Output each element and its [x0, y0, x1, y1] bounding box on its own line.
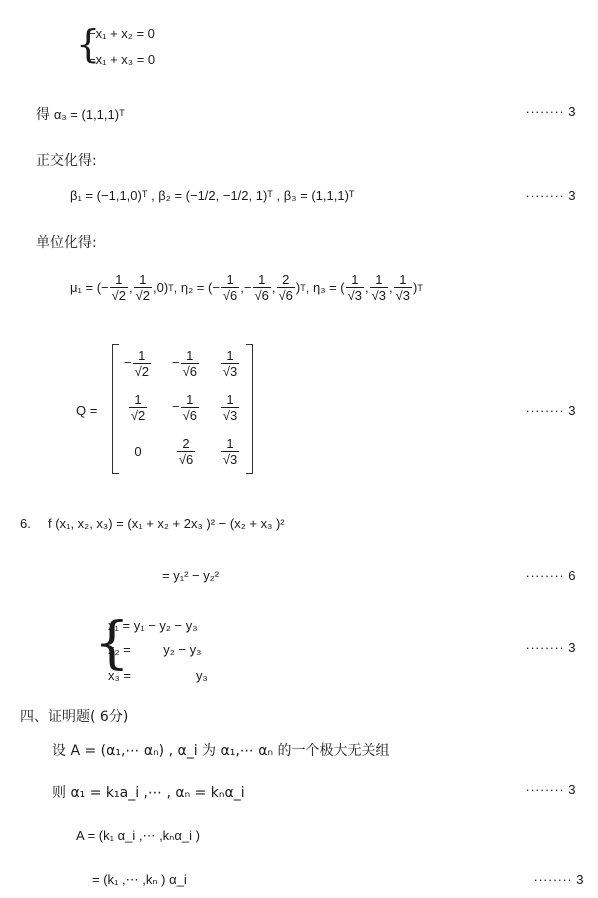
frac-mu1-b: $\frac{1}{√2}$ [135, 272, 150, 303]
proof-line3: A = (k₁ α_i ,⋯ ,kₙα_i ) [76, 828, 200, 843]
alpha3-score: ········ 3 [525, 104, 576, 119]
proof-title: 四、证明题( 6分) [20, 709, 129, 725]
frac-eta2-a: $\frac{1}{√6}$ [222, 272, 238, 303]
q6-eq2: = y₁² − y₂² [162, 568, 220, 583]
orth-expr: β₁ = (−1,1,0)ᵀ , β₂ = (−1/2, −1/2, 1)ᵀ , β₃ = (1,1,1)ᵀ [70, 188, 355, 203]
system-row-1: −x₁ + x₂ = 0 [88, 26, 155, 41]
q-label: Q = [76, 403, 98, 418]
alpha3-prefix: 得 [36, 107, 50, 123]
alpha3-line [36, 104, 125, 124]
frac-eta2-c: $\frac{2}{√6}$ [278, 272, 293, 303]
frac-mu1-a: $\frac{1}{√2}$ [111, 272, 126, 303]
proof-line1: 设 A = (α₁,⋯ αₙ) , α_i 为 α₁,⋯ αₙ 的一个极大无关组 [52, 743, 390, 759]
eta2-label: η₂ = (− [180, 280, 220, 295]
matrix-cell-33: $\frac{1}{√3}$ [222, 436, 238, 467]
matrix-cell-31: 0 [134, 444, 142, 459]
matrix-cell-12: − $\frac{1}{√6}$ [172, 348, 197, 379]
system-row-2: −x₁ + x₃ = 0 [88, 52, 156, 67]
matrix-cell-32: $\frac{2}{√6}$ [178, 436, 194, 467]
proof-score4: ········ 3 [533, 872, 584, 887]
unit-vectors: μ₁ = (− $\frac{1}{√2}$ , $\frac{1}{√2}$ ,0) T , η₂ = (− $\frac{1}{√6}$ , − $\frac{1}{√6}$ , $\frac{2}{√6}$ ) T , η₃ = ( $\frac{1}{√3}$ , $\frac{1}{√3}$ , $\frac{1}{√3}$ ) T [70, 272, 423, 303]
q6-sub2: x₂ = y₂ − y₃ [108, 642, 202, 657]
alpha3-expr: α₃ = (1,1,1)ᵀ [53, 107, 125, 122]
proof-score2: ········ 3 [525, 782, 576, 797]
orth-title: 正交化得: [36, 153, 97, 169]
mu1-label: μ₁ = (− [70, 280, 109, 295]
frac-eta3-b: $\frac{1}{√3}$ [371, 272, 387, 303]
q6-sub1: x₁ = y₁ − y₂ − y₃ [108, 618, 198, 633]
q6-f: f (x₁, x₂, x₃) = (x₁ + x₂ + 2x₃ )² − (x₂ + x₃ )² [48, 516, 285, 531]
matrix-cell-21: $\frac{1}{√2}$ [130, 392, 146, 423]
q6-number: 6. [20, 516, 31, 531]
q6-score2: ········ 6 [525, 568, 576, 583]
system-brace-2: { [94, 611, 130, 676]
unit-title: 单位化得: [36, 235, 97, 251]
frac-eta3-c: $\frac{1}{√3}$ [395, 272, 411, 303]
proof-line2: 则 α₁ = k₁a_i ,⋯ , αₙ = kₙα_i [52, 785, 245, 801]
eta3-label: η₃ = ( [312, 280, 345, 295]
matrix-cell-22: − $\frac{1}{√6}$ [172, 392, 197, 423]
matrix-cell-13: $\frac{1}{√3}$ [222, 348, 238, 379]
frac-eta2-b: $\frac{1}{√6}$ [254, 272, 269, 303]
orth-score: ········ 3 [525, 188, 576, 203]
frac-eta3-a: $\frac{1}{√3}$ [347, 272, 363, 303]
q-score: ········ 3 [525, 403, 576, 418]
proof-line4: = (k₁ ,⋯ ,kₙ ) α_i [92, 872, 187, 887]
system-brace-1: { [76, 22, 101, 66]
matrix-cell-23: $\frac{1}{√3}$ [222, 392, 238, 423]
matrix-cell-11: − $\frac{1}{√2}$ [124, 348, 149, 379]
q6-score3: ········ 3 [525, 640, 576, 655]
q6-sub3: x₃ = y₃ [108, 668, 208, 683]
